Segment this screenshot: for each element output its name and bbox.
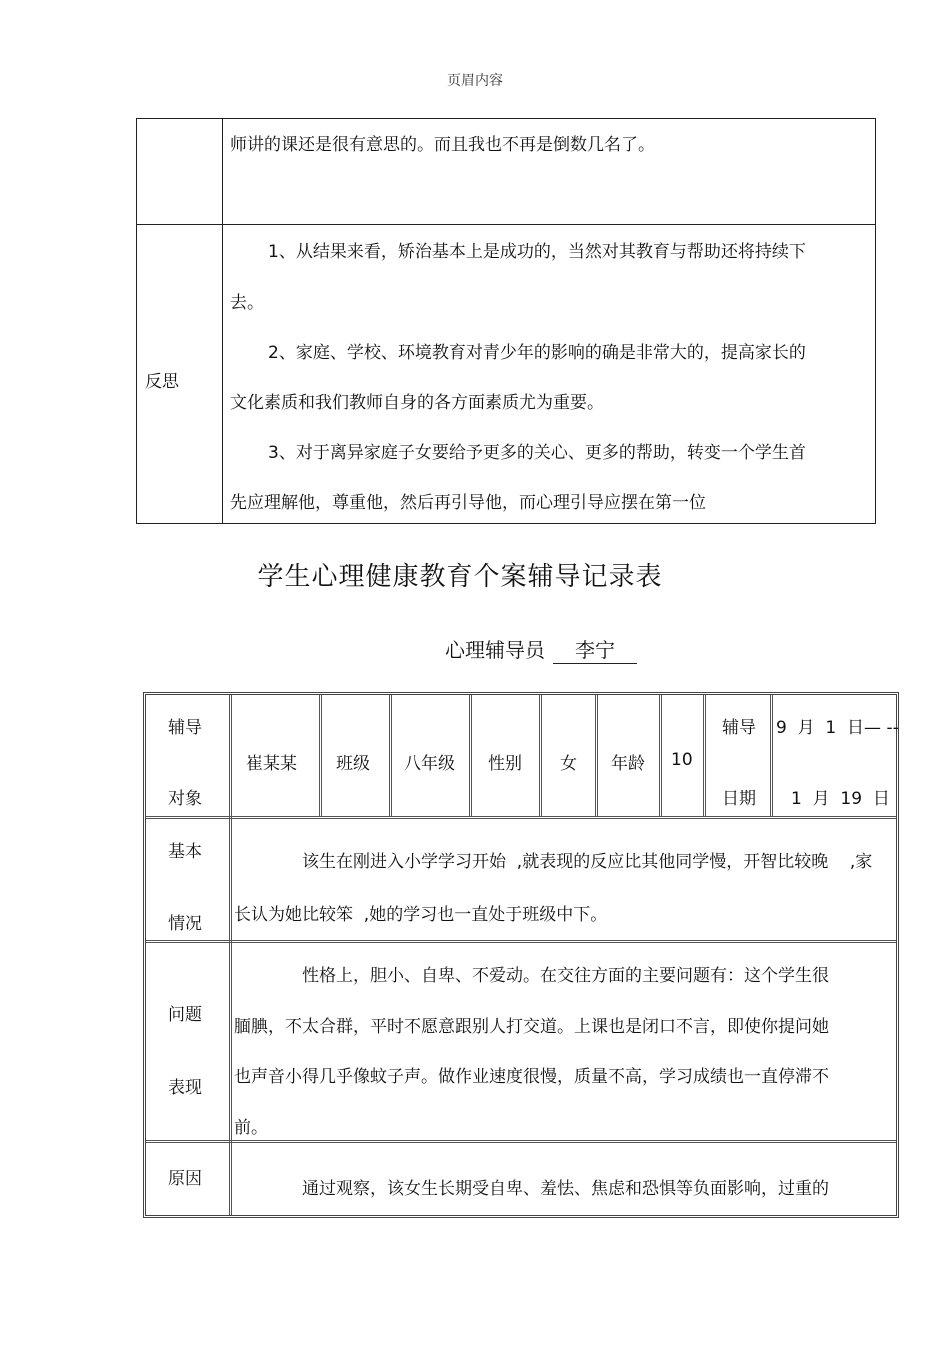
- column-divider: [595, 695, 598, 816]
- column-divider: [703, 695, 706, 816]
- class-value: 八年级: [404, 754, 455, 774]
- table-divider: [222, 119, 223, 523]
- date-value: 9 月 1 日— --: [776, 718, 899, 738]
- column-divider: [469, 695, 472, 816]
- reflection-table: [136, 118, 876, 524]
- gender-value: 女: [560, 754, 577, 774]
- column-divider: [770, 695, 773, 816]
- gender-label: 性别: [488, 754, 522, 774]
- column-divider: [229, 695, 232, 1215]
- reflection-line: 去。: [230, 293, 264, 313]
- page-header: 页眉内容: [447, 73, 503, 89]
- column-divider: [389, 695, 392, 816]
- basic-line: 该生在刚进入小学学习开始 ,就表现的反应比其他同学慢，开智比较晚 ,家: [302, 852, 873, 872]
- basic-line: 长认为她比较笨 ,她的学习也一直处于班级中下。: [234, 905, 608, 925]
- reflection-line: 1、从结果来看，矫治基本上是成功的，当然对其教育与帮助还将持续下: [268, 242, 806, 262]
- reflection-line: 2、家庭、学校、环境教育对青少年的影响的确是非常大的，提高家长的: [268, 343, 806, 363]
- reason-label: 原因: [168, 1169, 202, 1189]
- target-label: 辅导: [168, 718, 202, 738]
- student-name: 崔某某: [246, 754, 297, 774]
- problem-line: 也声音小得几乎像蚊子声。做作业速度很慢，质量不高，学习成绩也一直停滞不: [234, 1067, 829, 1087]
- date-label: 日期: [722, 789, 756, 809]
- counseling-record-table: [143, 692, 899, 1218]
- row-divider: [146, 1140, 896, 1143]
- problem-line: 性格上，胆小、自卑、不爱动。在交往方面的主要问题有：这个学生很: [302, 966, 829, 986]
- column-divider: [659, 695, 662, 816]
- continued-text: 师讲的课还是很有意思的。而且我也不再是倒数几名了。: [230, 135, 655, 155]
- age-label: 年龄: [611, 754, 645, 774]
- reflection-line: 文化素质和我们教师自身的各方面素质尤为重要。: [230, 393, 604, 413]
- table-divider: [137, 224, 875, 225]
- reflection-label: 反思: [145, 372, 179, 392]
- problem-line: 前。: [234, 1118, 268, 1138]
- class-label: 班级: [336, 754, 370, 774]
- column-divider: [319, 695, 322, 816]
- column-divider: [539, 695, 542, 816]
- reflection-line: 先应理解他，尊重他，然后再引导他，而心理引导应摆在第一位: [230, 493, 706, 513]
- counselor-name: 李宁: [553, 634, 637, 664]
- reason-line: 通过观察，该女生长期受自卑、羞怯、焦虑和恐惧等负面影响，过重的: [302, 1179, 829, 1199]
- basic-label: 基本: [168, 842, 202, 862]
- problem-label: 表现: [168, 1078, 202, 1098]
- reflection-line: 3、对于离异家庭子女要给予更多的关心、更多的帮助，转变一个学生首: [268, 443, 806, 463]
- basic-label: 情况: [168, 914, 202, 934]
- age-value: 10: [671, 750, 693, 770]
- date-value: 1 月 19 日: [791, 789, 890, 809]
- document-title: 学生心理健康教育个案辅导记录表: [257, 562, 663, 592]
- target-label: 对象: [168, 789, 202, 809]
- counselor-label: 心理辅导员: [445, 638, 545, 662]
- row-divider: [146, 940, 896, 943]
- problem-line: 腼腆，不太合群，平时不愿意跟别人打交道。上课也是闭口不言，即使你提问她: [234, 1017, 829, 1037]
- date-label: 辅导: [722, 718, 756, 738]
- problem-label: 问题: [168, 1005, 202, 1025]
- counselor-line: [445, 634, 637, 664]
- row-divider: [146, 816, 896, 819]
